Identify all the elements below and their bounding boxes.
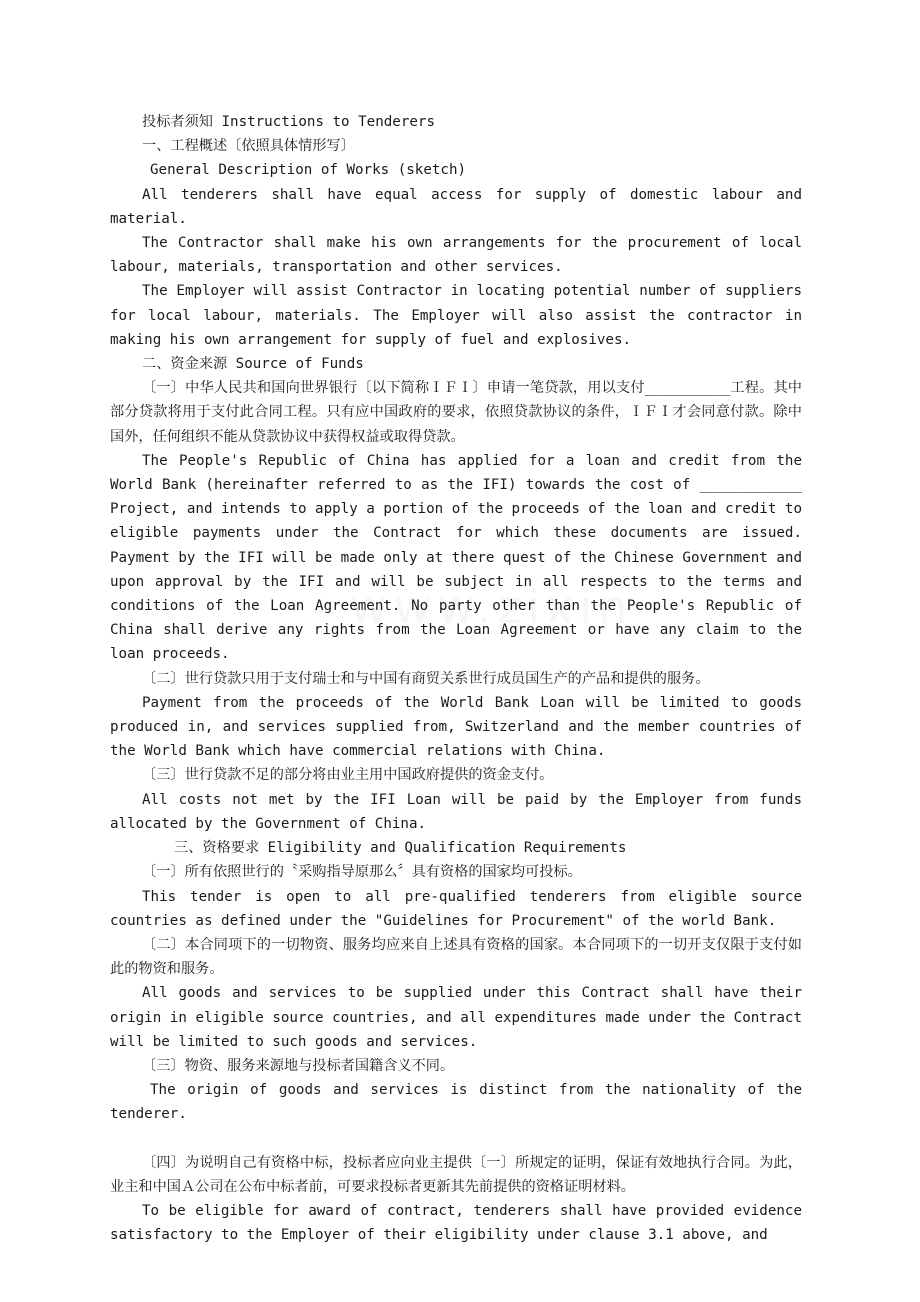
- paragraph: All costs not met by the IFI Loan will be paid by the Employer from funds allocated by the Government of China.: [110, 791, 802, 832]
- paragraph: All tenderers shall have equal access for supply of domestic labour and material.: [110, 186, 802, 227]
- paragraph: The Contractor shall make his own arrangements for the procurement of local labour, materials, transportation and other services.: [110, 235, 802, 276]
- paragraph: Payment from the proceeds of the World Bank Loan will be limited to goods produced in, and services supplied from, Switzerland and the member countries of the World Bank which have commercial relations with China.: [110, 694, 802, 760]
- paragraph: All goods and services to be supplied under this Contract shall have their origin in eligible source countries, and all expenditures made under the Contract will be limited to such goods and services.: [110, 985, 802, 1050]
- document-title: 投标者须知 Instructions to Tenderers: [142, 114, 436, 130]
- blank-line: [110, 1127, 802, 1151]
- paragraph: 〔三〕物资、服务来源地与投标者国籍含义不同。: [142, 1057, 455, 1074]
- paragraph: 〔三〕世行贷款不足的部分将由业主用中国政府提供的资金支付。: [142, 767, 554, 784]
- paragraph: 〔二〕世行贷款只用于支付瑞士和与中国有商贸关系世行成员国生产的产品和提供的服务。: [142, 670, 710, 687]
- paragraph: 〔二〕本合同项下的一切物资、服务均应来自上述具有资格的国家。本合同项下的一切开支仅限于支付如此的物资和服务。: [110, 936, 802, 978]
- document-body: [110, 110, 802, 1247]
- paragraph: 〔一〕中华人民共和国向世界银行〔以下简称ＩＦＩ〕申请一笔贷款，用以支付__________工程。其中部分贷款将用于支付此合同工程。只有应中国政府的要求，依照贷款协议的条件，ＩＦＩ才会同意付款。除中国外，任何组织不能从贷款协议中获得权益或取得贷款。: [110, 380, 802, 445]
- section-subheading-works: General Description of Works (sketch): [150, 162, 467, 179]
- paragraph: The origin of goods and services is distinct from the nationality of the tenderer.: [110, 1082, 802, 1123]
- paragraph: 〔一〕所有依照世行的〝采购指导原那么〞具有资格的国家均可投标。: [142, 864, 582, 881]
- paragraph: To be eligible for award of contract, tenderers shall have provided evidence satisfactory to the Employer of their eligibility under clause 3.1 above, and: [110, 1202, 802, 1244]
- section-heading-funds: 二、资金来源 Source of Funds: [142, 356, 364, 373]
- section-heading-works: 一、工程概述〔依照具体情形写〕: [142, 138, 355, 155]
- paragraph: The People's Republic of China has applied for a loan and credit from the World Bank (hereinafter referred to as the IFI) towards the cost of ____________ Project, and intends to apply a portion of the proceeds of the loan and credit to eligible payments under the Contract for which these documents are issued. Payment by the IFI will be made only at there quest of the Chinese Government and upon approval by the IFI and will be subject in all respects to the terms and conditions of the Loan Agreement. No party other than the People's Republic of China shall derive any rights from the Loan Agreement or have any claim to the loan proceeds.: [110, 452, 802, 663]
- section-heading-eligibility: 三、资格要求 Eligibility and Qualification Requirements: [174, 840, 627, 857]
- paragraph: 〔四〕为说明自己有资格中标，投标者应向业主提供〔一〕所规定的证明，保证有效地执行合同。为此，业主和中国Ａ公司在公布中标者前，可要求投标者更新其先前提供的资格证明材料。: [110, 1154, 802, 1195]
- paragraph: This tender is open to all pre-qualified tenderers from eligible source countries as defined under the "Guidelines for Procurement" of the world Bank.: [110, 888, 802, 929]
- paragraph: The Employer will assist Contractor in locating potential number of suppliers for local labour, materials. The Employer will also assist the contractor in making his own arrangement for supply of fuel and explosives.: [110, 283, 802, 348]
